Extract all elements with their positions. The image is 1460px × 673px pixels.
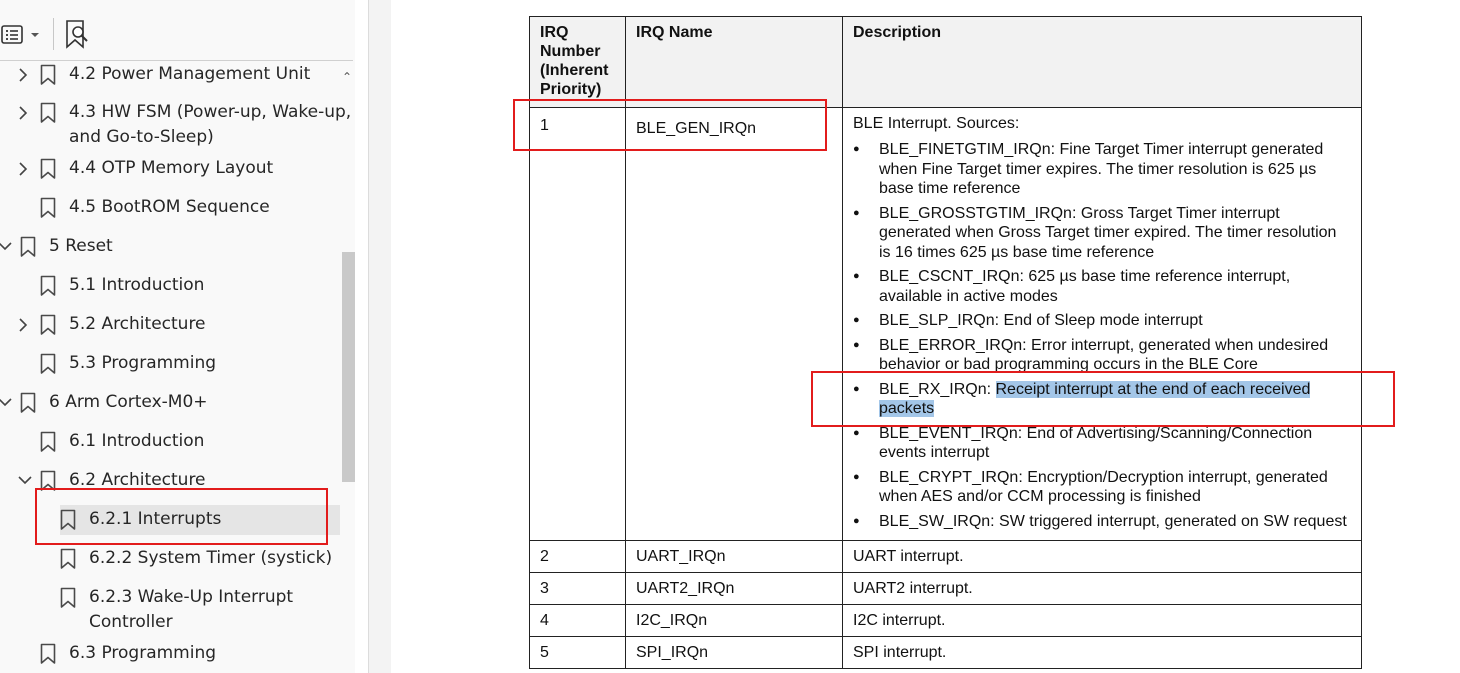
table-row bbox=[530, 605, 1362, 637]
table-header-row bbox=[530, 17, 1362, 108]
description-intro: BLE Interrupt. Sources: bbox=[853, 115, 1020, 132]
bookmark-item[interactable] bbox=[0, 388, 340, 418]
bookmark-icon bbox=[40, 275, 56, 301]
bookmark-icon bbox=[40, 102, 56, 128]
bookmark-label: 5.3 Programming bbox=[69, 353, 217, 373]
table-row bbox=[530, 637, 1362, 669]
bookmark-icon bbox=[40, 197, 56, 223]
bookmark-label: 4.4 OTP Memory Layout bbox=[69, 158, 274, 178]
header-line: Priority) bbox=[540, 81, 602, 98]
table-row bbox=[530, 108, 1362, 541]
description-cell: UART interrupt. bbox=[843, 541, 1362, 573]
bookmark-label: 5.1 Introduction bbox=[69, 275, 205, 295]
table-row bbox=[530, 573, 1362, 605]
bookmark-label: 4.2 Power Management Unit bbox=[69, 64, 311, 84]
chevron-right-icon[interactable] bbox=[18, 106, 28, 123]
toolbar-divider bbox=[53, 18, 54, 50]
bookmark-icon bbox=[40, 353, 56, 379]
irq-table bbox=[529, 16, 1362, 669]
bookmark-label: 4.3 HW FSM (Power-up, Wake-up, and Go-to-Sleep) bbox=[69, 102, 352, 147]
chevron-down-icon[interactable] bbox=[0, 240, 12, 254]
list-item: ● BLE_CSCNT_IRQn: 625 µs base time reference interrupt, available in active modes bbox=[853, 267, 1351, 306]
bookmark-label: 5 Reset bbox=[49, 236, 113, 256]
description-cell bbox=[843, 108, 1362, 541]
irq-number-cell: 3 bbox=[530, 573, 626, 605]
bookmark-icon bbox=[60, 548, 76, 574]
bookmark-icon bbox=[20, 392, 36, 418]
chevron-down-icon[interactable] bbox=[18, 474, 32, 488]
bookmark-tree bbox=[0, 0, 352, 673]
irq-name-cell: SPI_IRQn bbox=[626, 637, 843, 669]
list-options-icon bbox=[0, 18, 46, 52]
bookmark-icon bbox=[60, 509, 76, 535]
document-page bbox=[391, 0, 1460, 673]
bookmark-label: 6.2.3 Wake-Up Interrupt Controller bbox=[89, 587, 294, 632]
irq-number-cell: 1 bbox=[530, 108, 626, 541]
bookmark-item[interactable] bbox=[0, 349, 340, 379]
bookmark-label: 6.1 Introduction bbox=[69, 431, 205, 451]
header-line: IRQ bbox=[540, 24, 569, 41]
bookmark-item[interactable] bbox=[0, 98, 352, 154]
bookmark-item[interactable] bbox=[0, 271, 340, 301]
description-cell: SPI interrupt. bbox=[843, 637, 1362, 669]
bookmark-label: 6.3 Programming bbox=[69, 643, 217, 663]
header-irq-name: IRQ Name bbox=[626, 17, 843, 108]
list-item: ● BLE_SLP_IRQn: End of Sleep mode interrupt bbox=[853, 311, 1351, 331]
list-item-rx[interactable] bbox=[853, 380, 1351, 419]
chevron-down-icon[interactable] bbox=[0, 396, 12, 410]
bookmark-icon bbox=[40, 643, 56, 669]
bookmark-search-icon bbox=[62, 18, 94, 52]
bookmark-item[interactable] bbox=[0, 193, 340, 223]
bookmark-label: 4.5 BootROM Sequence bbox=[69, 197, 270, 217]
header-line: Number bbox=[540, 43, 601, 60]
irq-name-cell: BLE_GEN_IRQn bbox=[626, 108, 843, 541]
bookmark-item[interactable] bbox=[0, 583, 340, 639]
bookmarks-panel bbox=[0, 0, 355, 673]
header-description: Description bbox=[843, 17, 1362, 108]
bookmark-label: 6 Arm Cortex-M0+ bbox=[49, 392, 208, 412]
bookmark-icon bbox=[40, 470, 56, 496]
header-line: (Inherent bbox=[540, 62, 609, 79]
list-item: ● BLE_FINETGTIM_IRQn: Fine Target Timer interrupt generated when Fine Target timer expires. The timer resolution is 625 µs base time reference bbox=[853, 140, 1351, 199]
irq-name-cell: UART_IRQn bbox=[626, 541, 843, 573]
bookmark-item[interactable] bbox=[0, 639, 340, 669]
bookmark-icon bbox=[40, 314, 56, 340]
chevron-right-icon[interactable] bbox=[18, 68, 28, 85]
selected-text[interactable]: Receipt interrupt at the end of each received packets bbox=[879, 380, 1311, 417]
list-item: ● BLE_SW_IRQn: SW triggered interrupt, generated on SW request bbox=[853, 512, 1351, 532]
bookmark-icon bbox=[20, 236, 36, 262]
bookmark-label: 6.2.2 System Timer (systick) bbox=[89, 548, 333, 568]
description-cell: UART2 interrupt. bbox=[843, 573, 1362, 605]
bookmark-icon bbox=[40, 64, 56, 90]
header-irq-number bbox=[530, 17, 626, 108]
bookmark-item[interactable] bbox=[0, 310, 340, 340]
chevron-right-icon[interactable] bbox=[18, 162, 28, 179]
irq-number-cell: 4 bbox=[530, 605, 626, 637]
options-menu-button[interactable] bbox=[0, 18, 46, 52]
irq-name-cell: I2C_IRQn bbox=[626, 605, 843, 637]
toolbar-separator bbox=[0, 60, 353, 61]
interrupt-sources-list bbox=[853, 140, 1351, 531]
bookmark-item[interactable] bbox=[0, 427, 340, 457]
bookmark-item[interactable] bbox=[0, 232, 340, 262]
bookmarks-toolbar bbox=[0, 0, 355, 60]
bookmark-item[interactable] bbox=[0, 60, 340, 90]
bookmark-item[interactable] bbox=[60, 505, 340, 535]
list-item: ● BLE_GROSSTGTIM_IRQn: Gross Target Timer interrupt generated when Gross Target timer expired. The timer resolution is 16 times 625 µs base time reference bbox=[853, 204, 1351, 263]
collapse-panel-handle[interactable] bbox=[369, 0, 391, 673]
table-row bbox=[530, 541, 1362, 573]
list-item: ● BLE_ERROR_IRQn: Error interrupt, generated when undesired behavior or bad programming occurs in the BLE Core bbox=[853, 336, 1351, 375]
irq-number-cell: 5 bbox=[530, 637, 626, 669]
irq-name-cell: UART2_IRQn bbox=[626, 573, 843, 605]
bookmark-label: 5.2 Architecture bbox=[69, 314, 206, 334]
irq-number-cell: 2 bbox=[530, 541, 626, 573]
find-current-bookmark-button[interactable] bbox=[62, 18, 94, 52]
list-item: ● BLE_EVENT_IRQn: End of Advertising/Scanning/Connection events interrupt bbox=[853, 424, 1351, 463]
bookmark-icon bbox=[60, 587, 76, 613]
rx-prefix: BLE_RX_IRQn: bbox=[879, 380, 996, 398]
bookmark-item[interactable] bbox=[0, 466, 340, 496]
bookmark-icon bbox=[40, 158, 56, 184]
bookmark-icon bbox=[40, 431, 56, 457]
chevron-right-icon[interactable] bbox=[18, 318, 28, 335]
bookmark-label: 6.2 Architecture bbox=[69, 470, 206, 490]
list-item: ● BLE_CRYPT_IRQn: Encryption/Decryption interrupt, generated when AES and/or CCM processing is finished bbox=[853, 468, 1351, 507]
description-cell: I2C interrupt. bbox=[843, 605, 1362, 637]
scrollbar-thumb[interactable] bbox=[342, 252, 355, 482]
scroll-up-arrow[interactable]: ⌃ bbox=[342, 70, 353, 84]
bookmark-label: 6.2.1 Interrupts bbox=[89, 509, 222, 529]
bookmark-item[interactable] bbox=[0, 154, 340, 184]
bookmark-item[interactable] bbox=[0, 544, 340, 574]
